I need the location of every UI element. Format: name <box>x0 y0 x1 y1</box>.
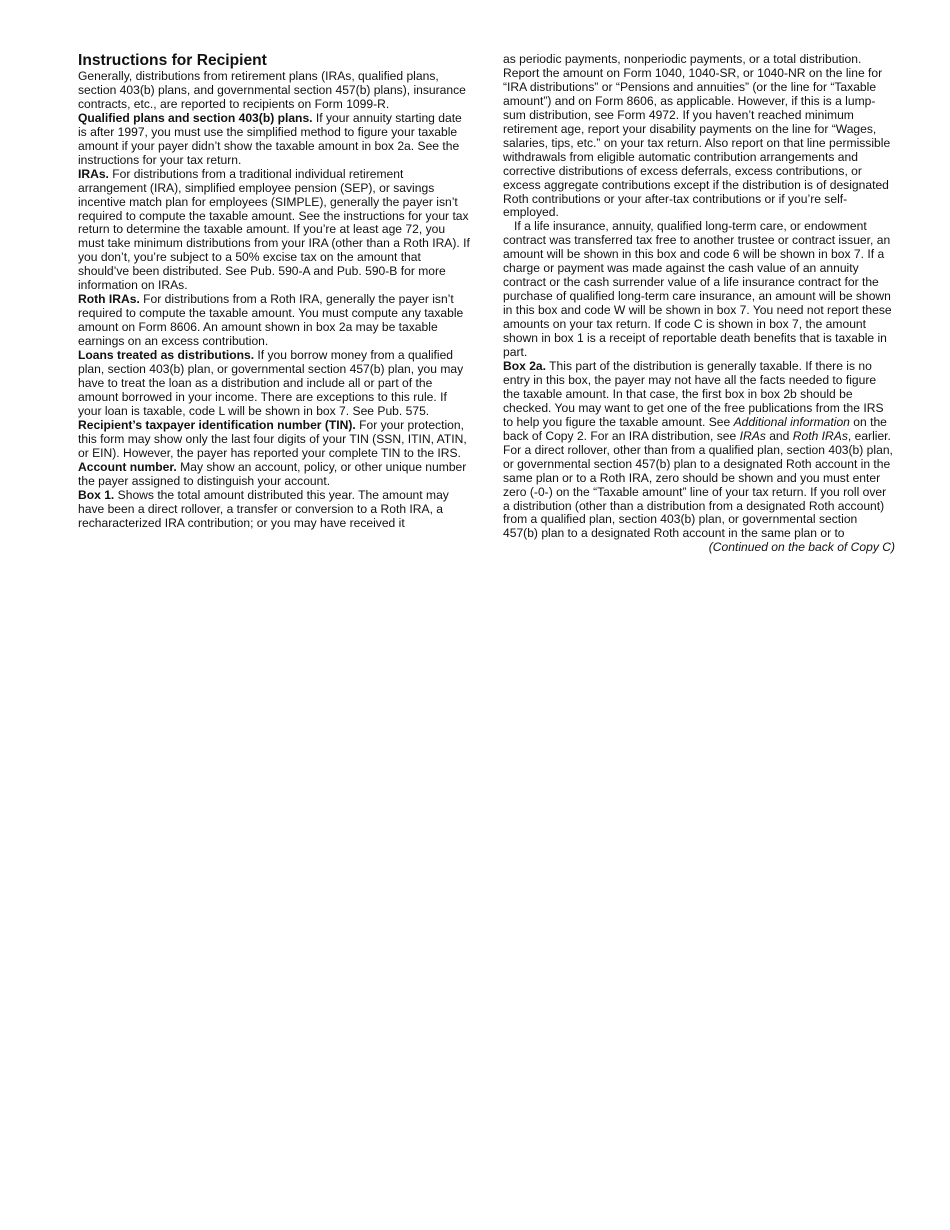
iras-heading: IRAs. <box>78 166 109 181</box>
box2a-italic-roth-iras: Roth IRAs <box>792 428 848 443</box>
tin-heading: Recipient’s taxpayer identification number (TIN). <box>78 417 356 432</box>
roth-iras-paragraph <box>78 293 470 349</box>
tin-text: For your protection, this form may show only the last four digits of your TIN (SSN, ITIN, ATIN, or EIN). However, the payer has reported your complete TIN to the IRS. <box>78 417 467 460</box>
account-number-text: May show an account, policy, or other unique number the payer assigned to distinguish your account. <box>78 459 467 488</box>
box2a-italic-iras: IRAs <box>739 428 766 443</box>
roth-iras-heading: Roth IRAs. <box>78 292 140 307</box>
loans-paragraph <box>78 349 470 419</box>
left-column <box>78 52 470 530</box>
iras-text: For distributions from a traditional individual retirement arrangement (IRA), simplified employee pension (SEP), or savings incentive match plan for employees (SIMPLE), generally the payer isn’t required to compute the taxable amount. See the instructions for your tax return to determine the taxable amount. If you’re at least age 72, you must take minimum distributions from your IRA (other than a Roth IRA). If you don’t, you’re subject to a 50% excise tax on the amount that should’ve been distributed. See Pub. 590-A and Pub. 590-B for more information on IRAs. <box>78 166 470 293</box>
box1-paragraph <box>78 489 470 531</box>
roth-iras-text: For distributions from a Roth IRA, generally the payer isn’t required to compute the taxable amount. You must compute any taxable amount on Form 8606. An amount shown in box 2a may be taxable earnings on an excess contribution. <box>78 292 464 349</box>
box2a-text-4: , earlier. For a direct rollover, other than from a qualified plan, section 403(b) plan, or governmental section 457(b) plan to a designated Roth account in the same plan or to a Roth IRA, zero should be shown and you must enter zero (-0-) on the “Taxable amount” line of your tax return. If you roll over a distribution (other than a distribution from a designated Roth account) from a qualified plan, section 403(b) plan, or governmental section 457(b) plan to a designated Roth account in the same plan or to <box>503 428 893 541</box>
tin-paragraph <box>78 419 470 461</box>
intro-text: Generally, distributions from retirement plans (IRAs, qualified plans, section 403(b) plans, and governmental section 457(b) plans), insurance contracts, etc., are reported to recipients on Form 1099-R. <box>78 69 466 111</box>
qualified-plans-paragraph <box>78 112 470 168</box>
box1-text: Shows the total amount distributed this year. The amount may have been a direct rollover, a transfer or conversion to a Roth IRA, a recharacterized IRA contribution; or you may have received it <box>78 487 449 530</box>
box1-continued-paragraph: as periodic payments, nonperiodic payments, or a total distribution. Report the amount on Form 1040, 1040-SR, or 1040-NR on the line for “IRA distributions” or “Pensions and annuities” (or the line for “Taxable amount”) and on Form 8606, as applicable. However, if this is a lump-sum distribution, see Form 4972. If you haven’t reached minimum retirement age, report your disability payments on the line for “Wages, salaries, tips, etc.” on your tax return. Also report on that line permissible withdrawals from eligible automatic contribution arrangements and corrective distributions of excess deferrals, excess contributions, or excess aggregate contributions except if the distribution is of designated Roth contributions or your after-tax contributions or if you’re self-employed. <box>503 52 891 220</box>
box2a-italic-additional-info: Additional information <box>733 414 850 429</box>
box2a-text-1: This part of the distribution is generally taxable. If there is no entry in this box, the payer may not have all the facts needed to figure the taxable amount. In that case, the first box in box 2b should be checked. You may want to get one of the free publications from the IRS to help you figure the taxable amount. See <box>503 358 884 429</box>
right-column <box>503 53 895 555</box>
box2a-heading: Box 2a. <box>503 358 547 373</box>
continued-note: (Continued on the back of Copy C) <box>708 540 895 555</box>
life-insurance-paragraph: If a life insurance, annuity, qualified long-term care, or endowment contract was transferred tax free to another trustee or contract issuer, an amount will be shown in this box and code 6 will be shown in box 7. If a charge or payment was made against the cash value of an annuity contract or the cash surrender value of a life insurance contract for the purchase of qualified long-term care insurance, an amount will be shown in this box and code W will be shown in box 7. You need not report these amounts on your tax return. If code C is shown in box 7, the amount shown in box 1 is a receipt of reportable death benefits that is taxable in part. <box>503 219 892 360</box>
intro-paragraph <box>78 70 470 112</box>
page-title: Instructions for Recipient <box>78 52 267 69</box>
qualified-plans-heading: Qualified plans and section 403(b) plans. <box>78 110 313 125</box>
box1-heading: Box 1. <box>78 487 115 502</box>
account-number-heading: Account number. <box>78 459 177 474</box>
qualified-plans-text: If your annuity starting date is after 1997, you must use the simplified method to figure your taxable amount if your payer didn’t show the taxable amount in box 2a. See the instructions for your tax return. <box>78 110 462 167</box>
box2a-text-2: on the back of Copy 2. For an IRA distribution, see <box>503 414 887 443</box>
box2a-paragraph <box>503 360 895 541</box>
account-number-paragraph <box>78 461 470 489</box>
loans-heading: Loans treated as distributions. <box>78 348 255 363</box>
loans-text: If you borrow money from a qualified plan, section 403(b) plan, or governmental section 457(b) plan, you may have to treat the loan as a distribution and include all or part of the amount borrowed in your income. There are exceptions to this rule. If your loan is taxable, code L will be shown in box 7. See Pub. 575. <box>78 348 464 418</box>
box2a-text-3: and <box>765 428 793 443</box>
iras-paragraph <box>78 168 470 294</box>
